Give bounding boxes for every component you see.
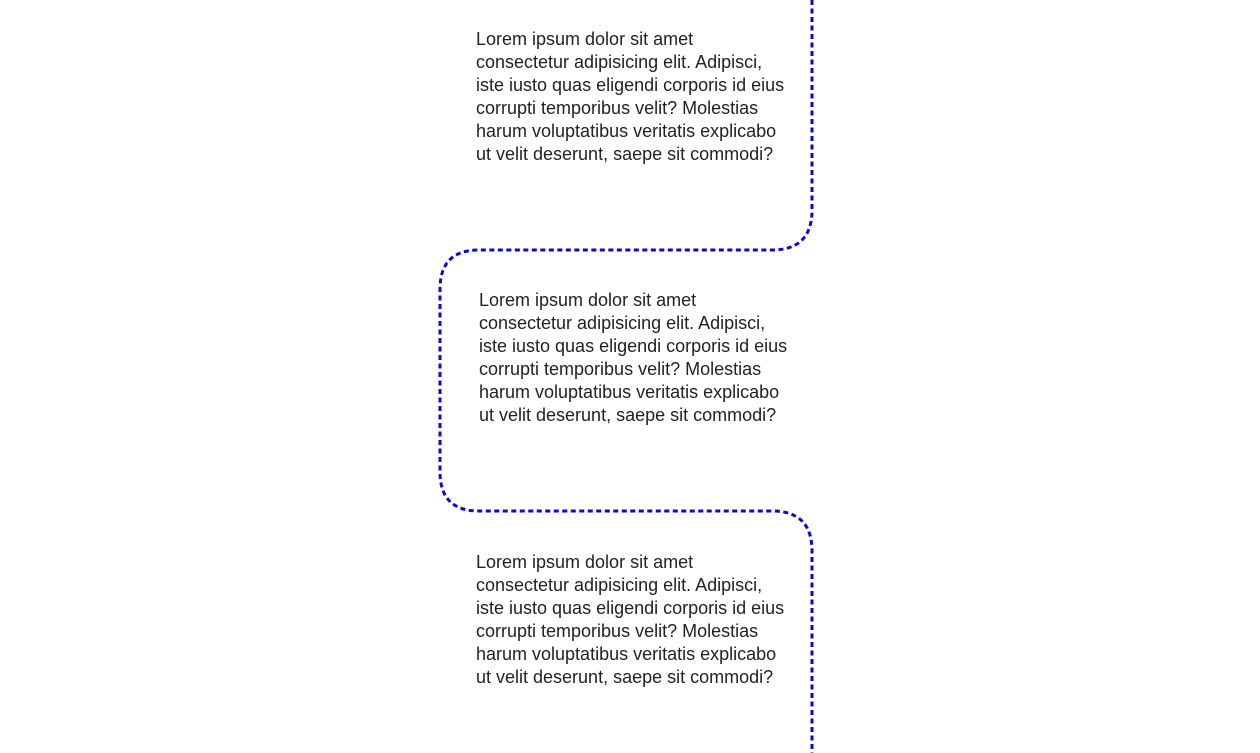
timeline-entry-2-text: Lorem ipsum dolor sit amet consectetur adipisicing elit. Adipisci, iste iusto quas eligendi corporis id eius corrupti temporibus velit? Molestias harum voluptatibus veritatis explicabo ut velit deserunt, saepe sit commodi? xyxy=(479,290,788,425)
timeline-entry-1-text: Lorem ipsum dolor sit amet consectetur adipisicing elit. Adipisci, iste iusto quas eligendi corporis id eius corrupti temporibus velit? Molestias harum voluptatibus veritatis explicabo ut velit deserunt, saepe sit commodi? xyxy=(476,29,785,164)
timeline-entry-3-text: Lorem ipsum dolor sit amet consectetur adipisicing elit. Adipisci, iste iusto quas eligendi corporis id eius corrupti temporibus velit? Molestias harum voluptatibus veritatis explicabo ut velit deserunt, saepe sit commodi? xyxy=(476,552,785,687)
